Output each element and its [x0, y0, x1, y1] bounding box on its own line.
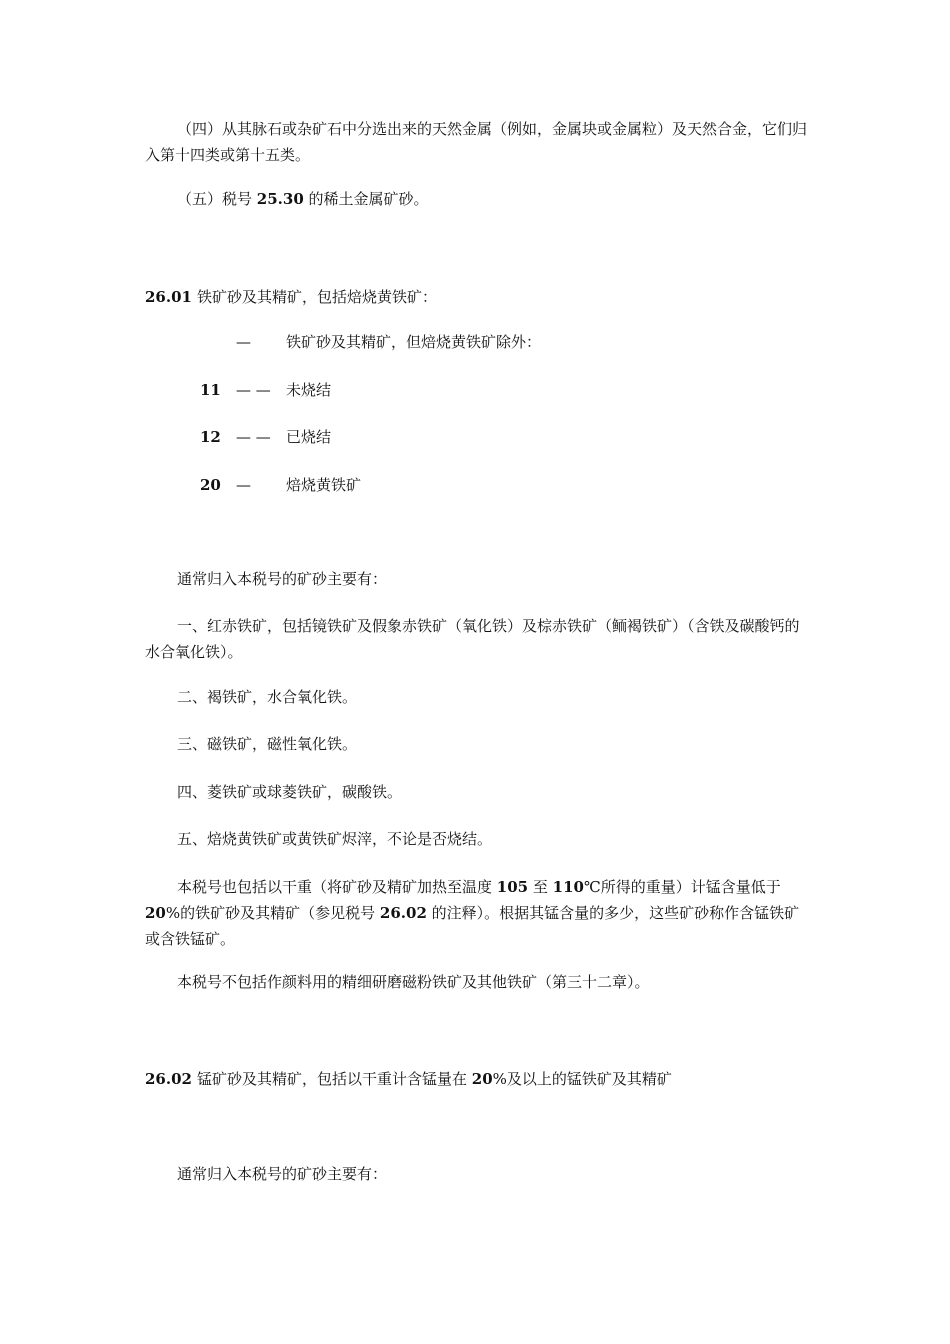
subheading-dash: —	[236, 476, 251, 494]
temperature-low: 105	[496, 878, 529, 896]
tariff-code-2530: 25.30	[256, 190, 304, 208]
list-item-pyrites: 五、焙烧黄铁矿或黄铁矿烬滓，不论是否烧结。	[177, 830, 493, 848]
subheading-row	[200, 472, 361, 498]
paragraph-intro-2601: 通常归入本税号的矿砂主要有：	[177, 570, 388, 588]
subheading-dash: — —	[236, 381, 271, 399]
heading-title-a: 锰矿砂及其精矿，包括以干重计含锰量在	[197, 1070, 472, 1088]
text-run: %的铁矿砂及其精矿（参见税号	[165, 904, 380, 922]
text-run: ℃所得的重量）计锰含量低于	[583, 878, 781, 896]
subheading-row	[200, 329, 541, 355]
subheading-label: 铁矿砂及其精矿，但焙烧黄铁矿除外：	[286, 333, 542, 351]
subheading-code: 20	[200, 476, 221, 494]
subheading-dash: — —	[236, 428, 271, 446]
heading-2602	[145, 1066, 672, 1092]
list-item-siderite: 四、菱铁矿或球菱铁矿，碳酸铁。	[177, 783, 403, 801]
list-item-magnetite: 三、磁铁矿，磁性氧化铁。	[177, 735, 358, 753]
text-run: 的注释）。根据其锰含量的多少，这些矿砂称作含锰铁矿或含铁锰矿。	[145, 904, 800, 948]
tariff-code-2602-ref: 26.02	[379, 904, 427, 922]
heading-title: 铁矿砂及其精矿，包括焙烧黄铁矿：	[197, 288, 438, 306]
subheading-dash: —	[236, 333, 251, 351]
heading-2601	[145, 284, 437, 310]
subheading-label: 焙烧黄铁矿	[286, 476, 362, 494]
heading-code: 26.02	[145, 1070, 192, 1088]
paragraph-exclusion-5-pre: （五）税号	[177, 190, 257, 208]
subheading-label: 已烧结	[286, 428, 332, 446]
paragraph-exclusion-5	[145, 186, 810, 212]
subheading-label: 未烧结	[286, 381, 332, 399]
heading-title-c: %及以上的锰铁矿及其精矿	[492, 1070, 672, 1088]
temperature-high: 110	[552, 878, 584, 896]
list-item-limonite: 二、褐铁矿，水合氧化铁。	[177, 688, 358, 706]
paragraph-exclusion-4: （四）从其脉石或杂矿石中分选出来的天然金属（例如，金属块或金属粒）及天然合金，它们归入第十四类或第十五类。	[145, 120, 808, 164]
text-run: 本税号也包括以干重（将矿砂及精矿加热至温度	[177, 878, 497, 896]
text-run: 至	[528, 878, 553, 896]
paragraph-intro-2602: 通常归入本税号的矿砂主要有：	[177, 1165, 388, 1183]
subheading-code: 11	[200, 381, 221, 399]
manganese-percent: 20	[145, 904, 166, 922]
manganese-percent: 20	[471, 1070, 493, 1088]
subheading-row	[200, 377, 331, 403]
heading-code: 26.01	[145, 288, 192, 306]
list-item-hematite: 一、红赤铁矿，包括镜铁矿及假象赤铁矿（氧化铁）及棕赤铁矿（鲕褐铁矿）（含铁及碳酸钙的水合氧化铁）。	[145, 617, 800, 661]
subheading-row	[200, 424, 331, 450]
paragraph-manganese-note	[145, 874, 810, 952]
subheading-code: 12	[200, 428, 221, 446]
paragraph-exclusion-2601: 本税号不包括作颜料用的精细研磨磁粉铁矿及其他铁矿（第三十二章）。	[177, 973, 650, 991]
paragraph-exclusion-5-post: 的稀土金属矿砂。	[303, 190, 429, 208]
